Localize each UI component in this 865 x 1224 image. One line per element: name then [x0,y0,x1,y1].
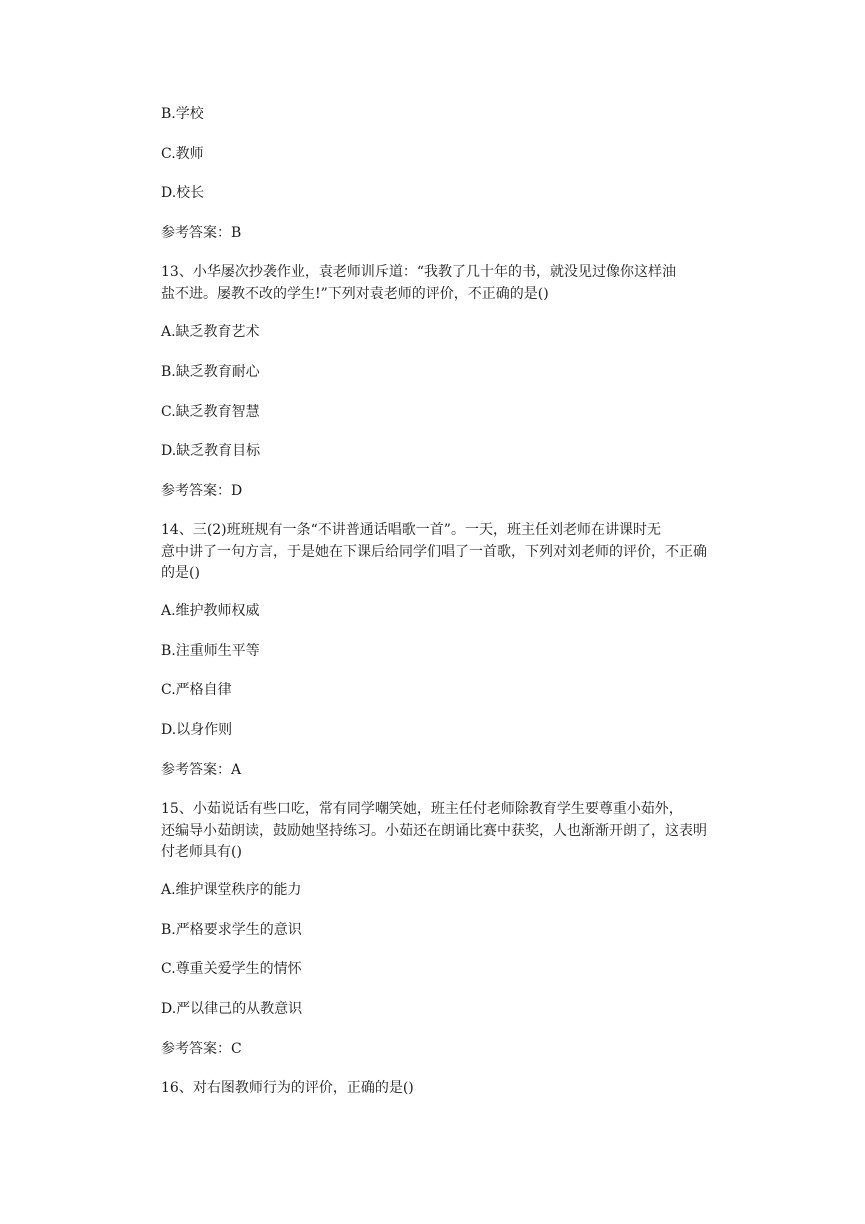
q15-answer: 参考答案：C [161,1041,242,1057]
q13-option-c: C.缺乏教育智慧 [161,404,260,420]
q13-stem-line-2: 盐不进。屡教不改的学生!”下列对袁老师的评价，不正确的是() [161,286,549,302]
q15-stem-line-3: 付老师具有() [161,844,242,860]
q15-option-b: B.严格要求学生的意识 [161,922,302,938]
q15-option-a: A.维护课堂秩序的能力 [161,882,302,898]
q13-option-b: B.缺乏教育耐心 [161,364,260,380]
q14-option-a: A.维护教师权威 [161,603,260,619]
q14-option-b: B.注重师生平等 [161,643,260,659]
q12-option-c: C.教师 [161,146,204,162]
q12-option-d: D.校长 [161,185,205,201]
q13-answer: 参考答案：D [161,483,243,499]
q15-option-c: C.尊重关爱学生的情怀 [161,961,302,977]
q13-option-a: A.缺乏教育艺术 [161,324,260,340]
q14-answer: 参考答案：A [161,762,242,778]
q14-stem-line-3: 的是() [161,565,200,581]
q12-answer: 参考答案：B [161,225,242,241]
q14-stem-line-2: 意中讲了一句方言，于是她在下课后给同学们唱了一首歌，下列对刘老师的评价，不正确 [161,544,707,560]
q15-stem-line-1: 15、小茹说话有些口吃，常有同学嘲笑她，班主任付老师除教育学生要尊重小茹外， [161,801,683,817]
q14-stem-line-1: 14、三(2)班班规有一条“不讲普通话唱歌一首”。一天，班主任刘老师在讲课时无 [161,522,661,538]
q12-option-b: B.学校 [161,106,204,122]
q15-stem-line-2: 还编导小茹朗读，鼓励她坚持练习。小茹还在朗诵比赛中获奖，人也渐渐开朗了，这表明 [161,823,707,839]
q15-option-d: D.严以律己的从教意识 [161,1001,303,1017]
q16-stem-line-1: 16、对右图教师行为的评价，正确的是() [161,1080,414,1096]
q14-option-d: D.以身作则 [161,722,233,738]
q13-stem-line-1: 13、小华屡次抄袭作业，袁老师训斥道：“我教了几十年的书，就没见过像你这样油 [161,264,676,280]
q14-option-c: C.严格自律 [161,682,232,698]
q13-option-d: D.缺乏教育目标 [161,443,261,459]
